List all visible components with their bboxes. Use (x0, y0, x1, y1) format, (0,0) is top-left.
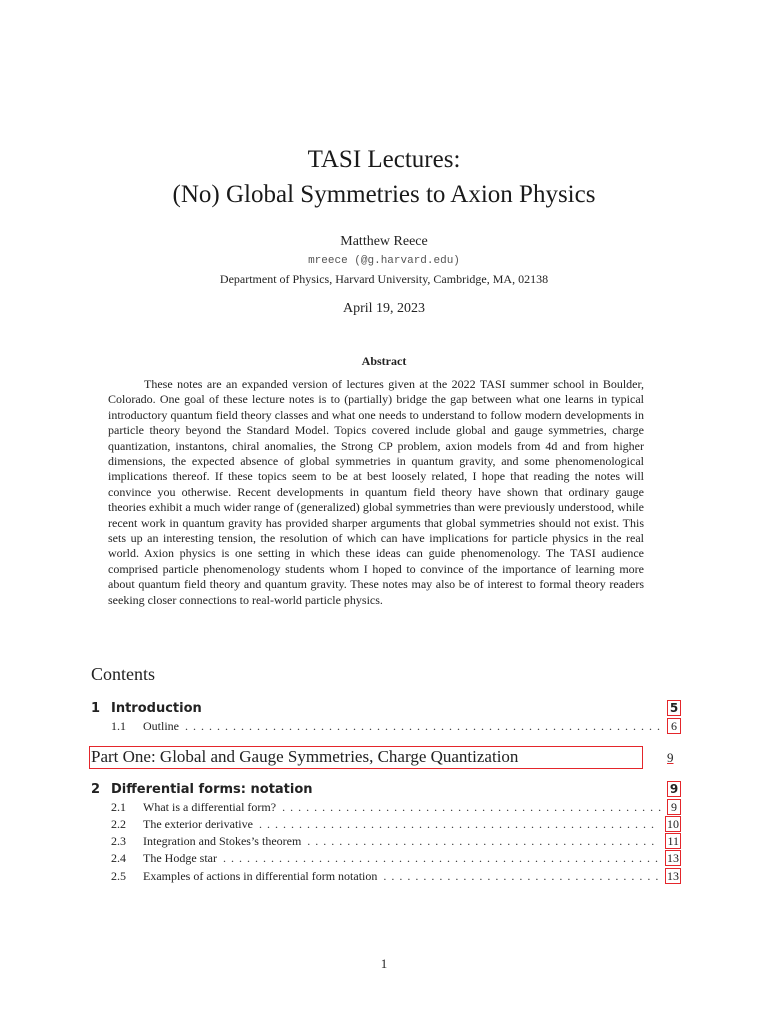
toc-page-link[interactable]: 13 (667, 869, 679, 883)
author-name: Matthew Reece (340, 234, 428, 249)
toc-number: 1 (91, 701, 101, 716)
toc-title: Outline (143, 719, 179, 733)
date: April 19, 2023 (342, 301, 426, 316)
author-email[interactable]: mreece (@g.harvard.edu) (308, 255, 460, 267)
toc-entry-stokes[interactable] (91, 833, 681, 850)
toc-title: Examples of actions in differential form notation (143, 869, 378, 883)
toc-title: Differential forms: notation (111, 782, 313, 797)
toc-entry-hodge-star[interactable] (91, 850, 681, 867)
toc-page-link[interactable]: 9 (667, 799, 681, 815)
toc-leader-dots (307, 834, 659, 849)
toc-page-link[interactable]: 6 (667, 718, 681, 734)
title-line-2: (No) Global Symmetries to Axion Physics (172, 181, 596, 208)
toc-title: The exterior derivative (143, 817, 253, 831)
toc-entry-what-is-form[interactable] (91, 799, 681, 816)
toc-title: What is a differential form? (143, 800, 277, 814)
toc-number: 2.3 (111, 834, 126, 848)
toc-page-link[interactable]: 9 (667, 781, 681, 797)
toc-number: 2.1 (111, 800, 126, 814)
abstract-heading: Abstract (361, 354, 407, 368)
toc-page-link[interactable]: 5 (667, 700, 681, 716)
toc-entry-differential-forms[interactable] (91, 781, 681, 798)
toc-leader-dots (223, 851, 659, 866)
toc-number: 2.2 (111, 817, 126, 831)
toc-page-link[interactable]: 10 (667, 817, 679, 831)
toc-entry-outline[interactable] (91, 718, 681, 735)
title-line-1: TASI Lectures: (307, 146, 461, 173)
paper-title (0, 142, 768, 212)
contents-heading: Contents (91, 664, 156, 684)
toc-entry-exterior-derivative[interactable] (91, 816, 681, 833)
toc-title: Introduction (111, 701, 202, 716)
toc-leader-dots (185, 719, 661, 734)
toc-leader-dots (259, 817, 659, 832)
page-number: 1 (380, 956, 388, 971)
toc-page-link[interactable]: 11 (667, 834, 679, 848)
toc-part-one-page[interactable]: 9 (667, 750, 674, 765)
toc-part-one-title[interactable]: Part One: Global and Gauge Symmetries, Charge Quantization (91, 747, 519, 766)
toc-number: 1.1 (111, 719, 126, 733)
toc-leader-dots (383, 869, 659, 884)
toc-number: 2.4 (111, 851, 126, 865)
abstract-text: These notes are an expanded version of lectures given at the 2022 TASI summer school in Boulder, Colorado. One goal of these lecture notes is to (partially) bridge the gap between what one learns in typical introductory quantum field theory classes and what one needs to understand to follow modern developments in particle theory beyond the Standard Model. Topics covered include global and gauge symmetries, charge quantization, instantons, chiral anomalies, the Strong CP problem, axion models from 4d and from higher dimensions, the expected absence of global symmetries in quantum gravity, and some phenomenological implications thereof. If these topics seem to be at best loosely related, I hope that reading the notes will convince you otherwise. Recent developments in quantum field theory have shown that ordinary gauge theories exhibit a much wider range of (generalized) global symmetries than were previously understood, while recent work in quantum gravity has provided sharper arguments that global symmetries should not exist. This sets up an interesting tension, the resolution of which can have implications for particle physics in the real world. Axion physics is one setting in which these ideas can guide phenomenology. The TASI audience comprised particle phenomenology students whom I hoped to convince of the importance of learning more about quantum field theory and quantum gravity. These notes may also be of interest to formal theory readers seeking closer connections to real-world particle physics. (108, 377, 644, 607)
toc-page-link[interactable]: 13 (667, 851, 679, 865)
toc-title: The Hodge star (143, 851, 217, 865)
toc-leader-dots (282, 800, 661, 815)
affiliation: Department of Physics, Harvard University, Cambridge, MA, 02138 (219, 272, 549, 286)
toc-entry-introduction[interactable] (91, 700, 681, 717)
abstract-body (108, 377, 644, 608)
toc-title: Integration and Stokes’s theorem (143, 834, 302, 848)
toc-number: 2 (91, 782, 101, 797)
toc-number: 2.5 (111, 869, 126, 883)
toc-entry-examples-actions[interactable] (91, 868, 681, 885)
